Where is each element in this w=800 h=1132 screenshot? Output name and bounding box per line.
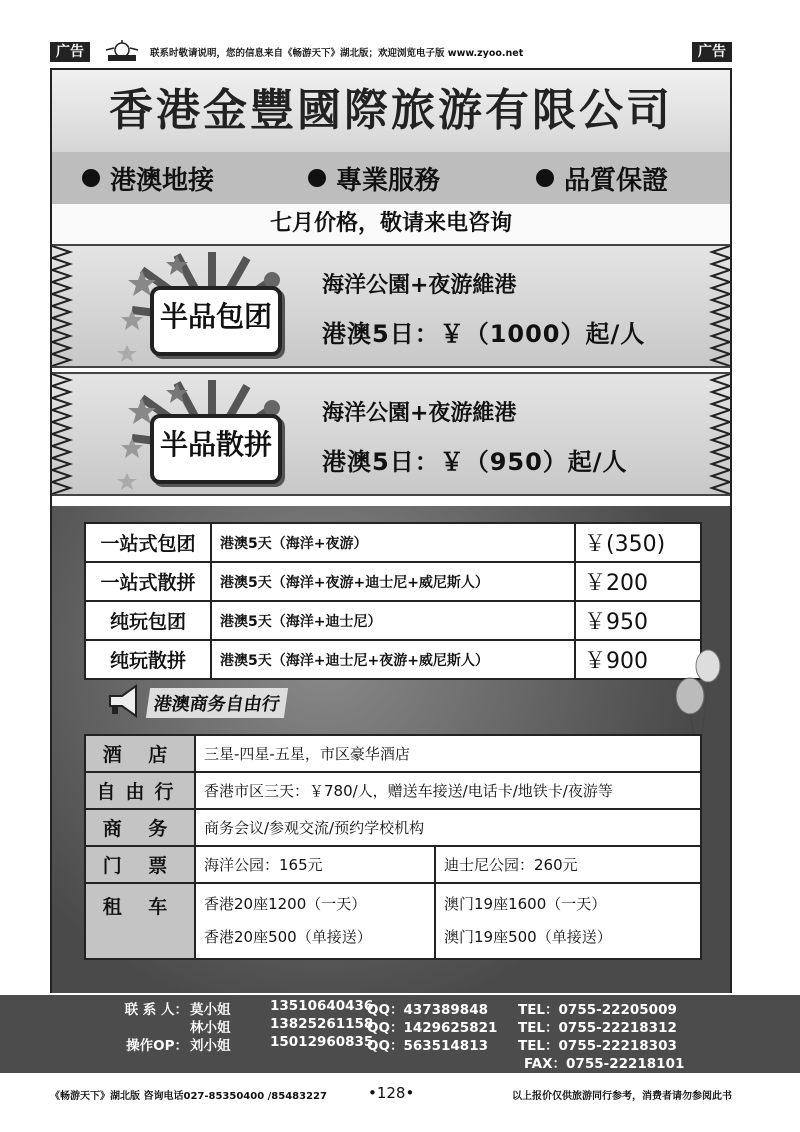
promo-badge: 半品散拼	[150, 414, 282, 484]
row-label: 租 车	[85, 883, 195, 959]
ad-tag-right: 广告	[692, 42, 732, 62]
row-value: 香港市区三天：￥780/人，赠送车接送/电话卡/地铁卡/夜游等	[195, 772, 701, 809]
contact-row	[0, 1016, 800, 1034]
contact-row	[0, 998, 800, 1016]
table-row	[85, 846, 701, 883]
zigzag-border-icon	[708, 374, 730, 494]
package-desc: 港澳5天（海洋+迪士尼）	[211, 601, 575, 640]
row-label: 酒 店	[85, 735, 195, 772]
business-table	[84, 734, 702, 960]
contact-section	[0, 995, 800, 1073]
package-price: ￥950	[575, 601, 701, 640]
contact-name: 刘小姐	[190, 1038, 231, 1054]
promo-badge: 半品包团	[150, 286, 282, 356]
page-footer	[50, 1084, 732, 1104]
contact-mobile: 13825261158	[270, 1016, 374, 1032]
contact-label: 联 系 人：	[124, 1002, 188, 1018]
row-value: 三星-四星-五星，市区豪华酒店	[195, 735, 701, 772]
package-name: 纯玩包团	[85, 601, 211, 640]
package-desc: 港澳5天（海洋+夜游）	[211, 523, 575, 562]
package-name: 纯玩散拼	[85, 640, 211, 679]
table-row	[85, 523, 701, 562]
balloon-icon	[672, 626, 722, 736]
package-table	[84, 522, 702, 680]
table-row	[85, 562, 701, 601]
package-name: 一站式散拼	[85, 562, 211, 601]
contact-name: 莫小姐	[190, 1002, 231, 1018]
notice-text: 联系时敬请说明，您的信息来自《畅游天下》湖北版；欢迎浏览电子版 www.zyoo.net	[150, 48, 524, 59]
zigzag-border-icon	[708, 246, 730, 366]
footer-disclaimer: 以上报价仅供旅游同行参考，消费者请勿参阅此书	[512, 1091, 732, 1102]
price-note: 七月价格，敬请来电咨询	[52, 204, 730, 244]
promo-price: 港澳5日：￥（950）起/人	[322, 448, 628, 476]
package-price: ￥(350)	[575, 523, 701, 562]
row-value: 商务会议/参观交流/预约学校机构	[195, 809, 701, 846]
table-row	[85, 772, 701, 809]
contact-fax: FAX：0755-22218101	[524, 1056, 685, 1072]
table-row	[85, 809, 701, 846]
business-title	[104, 684, 284, 718]
feature-item: 專業服務	[308, 160, 440, 197]
contact-tel: TEL：0755-22218312	[518, 1020, 677, 1036]
company-name: 香港金豐國際旅游有限公司	[109, 85, 673, 136]
car-option: 香港20座500（单接送）	[204, 928, 372, 946]
zigzag-border-icon	[52, 374, 74, 494]
business-title-text: 港澳商务自由行	[146, 688, 288, 718]
zigzag-border-icon	[52, 246, 74, 366]
package-desc: 港澳5天（海洋+迪士尼+夜游+威尼斯人）	[211, 640, 575, 679]
top-banner	[50, 40, 732, 64]
car-option: 香港20座1200（一天）	[204, 895, 367, 913]
contact-tel: TEL：0755-22205009	[518, 1002, 677, 1018]
car-option: 澳门19座1600（一天）	[444, 895, 607, 913]
row-label: 自由行	[85, 772, 195, 809]
contact-row	[0, 1034, 800, 1052]
footer-publication: 《畅游天下》湖北版 咨询电话027-85350400 /85483227	[50, 1091, 327, 1102]
row-label: 商 务	[85, 809, 195, 846]
contact-label: 操作OP：	[126, 1038, 188, 1054]
packages-section	[52, 506, 730, 993]
table-row	[85, 735, 701, 772]
table-row	[85, 601, 701, 640]
row-value	[195, 883, 435, 959]
package-price: ￥900	[575, 640, 701, 679]
contact-qq: QQ：1429625821	[367, 1020, 498, 1036]
promo-route: 海洋公園+夜游維港	[322, 273, 517, 298]
company-header	[52, 70, 730, 152]
table-row	[85, 883, 701, 959]
bullet-icon	[308, 169, 326, 187]
table-row	[85, 640, 701, 679]
contact-qq: QQ：563514813	[367, 1038, 488, 1054]
contact-mobile: 13510640436	[270, 998, 374, 1014]
page-number: •128•	[368, 1084, 415, 1102]
bullet-icon	[536, 169, 554, 187]
advertisement-frame	[50, 68, 732, 993]
promo-price: 港澳5日：￥（1000）起/人	[322, 320, 646, 348]
megaphone-icon	[104, 684, 144, 718]
contact-row	[0, 1052, 800, 1070]
promo-block	[52, 244, 730, 368]
promo-route: 海洋公園+夜游維港	[322, 401, 517, 426]
row-value	[435, 883, 701, 959]
feature-item: 品質保證	[536, 160, 668, 197]
package-price: ￥200	[575, 562, 701, 601]
contact-name: 林小姐	[190, 1020, 231, 1036]
ad-tag-left: 广告	[50, 42, 90, 62]
package-name: 一站式包团	[85, 523, 211, 562]
car-option: 澳门19座500（单接送）	[444, 928, 612, 946]
magazine-logo-icon	[102, 40, 142, 62]
row-label: 门 票	[85, 846, 195, 883]
package-desc: 港澳5天（海洋+夜游+迪士尼+威尼斯人）	[211, 562, 575, 601]
promo-block	[52, 372, 730, 496]
bullet-icon	[82, 169, 100, 187]
row-value: 海洋公园：165元	[195, 846, 435, 883]
contact-mobile: 15012960835	[270, 1034, 374, 1050]
contact-qq: QQ：437389848	[367, 1002, 488, 1018]
contact-tel: TEL：0755-22218303	[518, 1038, 677, 1054]
features-band	[52, 152, 730, 204]
row-value: 迪士尼公园：260元	[435, 846, 701, 883]
feature-item: 港澳地接	[82, 160, 214, 197]
